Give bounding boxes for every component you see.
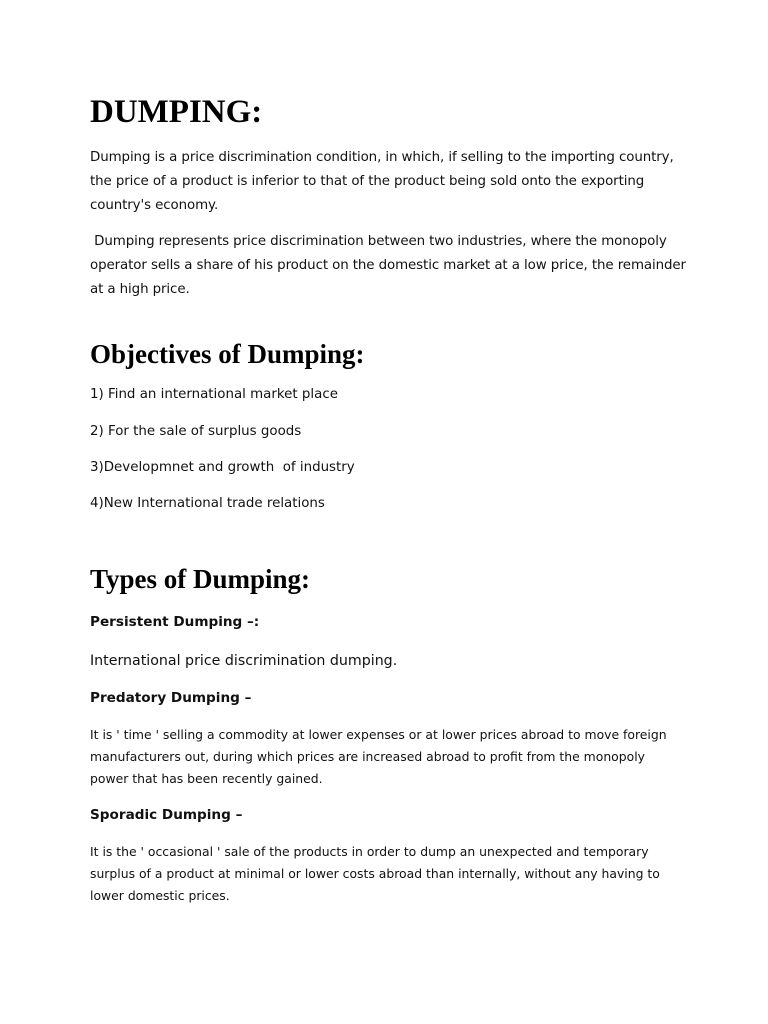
- page-title: DUMPING:: [90, 94, 263, 130]
- predatory-dumping-title: Predatory Dumping –: [90, 690, 252, 706]
- objective-item: 2) For the sale of surplus goods: [90, 424, 302, 439]
- types-heading: Types of Dumping:: [90, 564, 311, 594]
- intro-paragraph-1: Dumping is a price discrimination condition, in which, if selling to the importing country, the price of a product is inferior to that of the product being sold onto the exporting country's economy.: [90, 150, 674, 213]
- objective-item: 1) Find an international market place: [90, 387, 338, 402]
- sporadic-dumping-text: It is the ' occasional ' sale of the products in order to dump an unexpected and temporary surplus of a product at minimal or lower costs abroad than internally, without any having to lower domestic prices.: [90, 844, 660, 903]
- persistent-dumping-title: Persistent Dumping –:: [90, 614, 260, 630]
- predatory-dumping-text: It is ' time ' selling a commodity at lower expenses or at lower prices abroad to move foreign manufacturers out, during which prices are increased abroad to profit from the monopoly power that has been recently gained.: [90, 727, 667, 786]
- sporadic-dumping-title: Sporadic Dumping –: [90, 807, 243, 823]
- intro-paragraph-2: Dumping represents price discrimination between two industries, where the monopoly operator sells a share of his product on the domestic market at a low price, the remainder at a high price.: [90, 234, 691, 297]
- objectives-heading: Objectives of Dumping:: [90, 339, 365, 369]
- objective-item: 4)New International trade relations: [90, 496, 325, 511]
- objective-item: 3)Developmnet and growth of industry: [90, 460, 355, 475]
- persistent-dumping-text: International price discrimination dumping.: [90, 653, 398, 669]
